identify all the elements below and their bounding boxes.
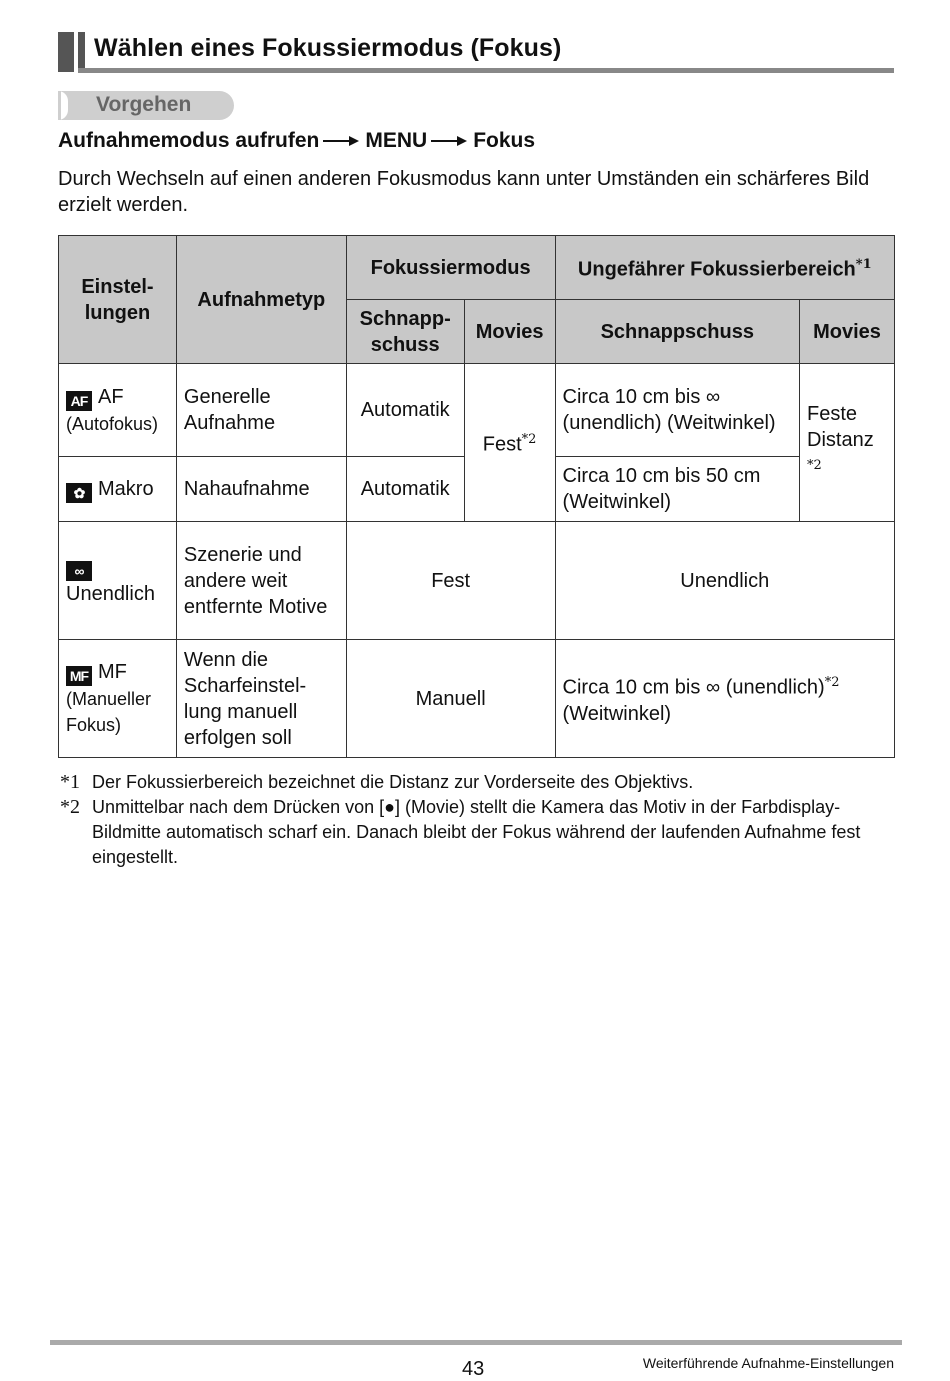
footer-line <box>50 1340 902 1345</box>
type-cell: Wenn die Scharfeinstel-lung manuell erfolgen soll <box>176 640 346 758</box>
macro-flower-icon: ✿ <box>66 483 92 503</box>
mode-cell: Fest <box>346 522 555 640</box>
procedure-label: Vorgehen <box>96 93 192 116</box>
range-cell: Circa 10 cm bis ∞ (unendlich) (Weitwinkel) <box>555 364 799 457</box>
title-marker-thin <box>78 32 85 72</box>
menu-path <box>58 129 535 153</box>
mode-cell: Automatik <box>346 364 464 457</box>
infinity-icon: ∞ <box>66 561 92 581</box>
table-row <box>59 522 895 640</box>
af-icon: AF <box>66 391 92 411</box>
section-name: Weiterführende Aufnahme-Einstellungen <box>642 1355 894 1371</box>
mode-cell: Automatik <box>346 457 464 522</box>
table-row <box>59 364 895 457</box>
setting-cell: ✿ Makro <box>59 457 177 522</box>
header-movies: Movies <box>464 300 555 364</box>
setting-cell: MF MF (Manueller Fokus) <box>59 640 177 758</box>
header-range: Ungefährer Fokussierbereich$^{*1}$ <box>555 236 894 300</box>
footnotes <box>60 770 890 870</box>
page-number: 43 <box>462 1358 485 1380</box>
header-type: Aufnahmetyp <box>176 236 346 364</box>
movie-mode-cell: Fest$^{*2}$ <box>464 364 555 522</box>
menu-step-3: Fokus <box>473 129 536 152</box>
arrow-right-icon <box>323 135 359 147</box>
type-cell: Generelle Aufnahme <box>176 364 346 457</box>
header-settings: Einstel-lungen <box>59 236 177 364</box>
menu-step-2: MENU <box>365 129 428 152</box>
setting-cell: AF AF (Autofokus) <box>59 364 177 457</box>
mf-icon: MF <box>66 666 92 686</box>
movie-range-cell: Feste Distanz $^{*2}$ <box>800 364 895 522</box>
title-bar <box>58 32 894 70</box>
page-title: Wählen eines Fokussiermodus (Fokus) <box>94 34 562 62</box>
intro-text: Durch Wechseln auf einen anderen Fokusmodus kann unter Umständen ein schärferes Bild erzielt werden. <box>58 168 870 216</box>
header-snapshot: Schnapp-schuss <box>346 300 464 364</box>
arrow-right-icon <box>431 135 467 147</box>
setting-cell: ∞ Unendlich <box>59 522 177 640</box>
title-underline <box>78 68 894 73</box>
menu-step-1: Aufnahmemodus aufrufen <box>58 129 320 152</box>
table-row <box>59 640 895 758</box>
header-focus-mode: Fokussiermodus <box>346 236 555 300</box>
type-cell: Nahaufnahme <box>176 457 346 522</box>
focus-mode-table <box>58 235 895 758</box>
header-snapshot-range: Schnappschuss <box>555 300 799 364</box>
footnote: *1 Der Fokussierbereich bezeichnet die Distanz zur Vorderseite des Objektivs. <box>60 771 694 793</box>
range-cell: Unendlich <box>555 522 894 640</box>
title-marker <box>58 32 74 72</box>
procedure-badge <box>58 91 234 120</box>
badge-edge <box>58 91 61 120</box>
footnote: *2 Unmittelbar nach dem Drücken von [●] (Movie) stellt die Kamera das Motiv in der Farbdisplay-Bildmitte automatisch scharf ein. Danach bleibt der Fokus während der laufenden Aufnahme fest eingestellt. <box>60 796 861 867</box>
range-cell: Circa 10 cm bis 50 cm (Weitwinkel) <box>555 457 799 522</box>
mode-cell: Manuell <box>346 640 555 758</box>
range-cell: Circa 10 cm bis ∞ (unendlich)$^{*2}$ (Weitwinkel) <box>555 640 894 758</box>
type-cell: Szenerie und andere weit entfernte Motive <box>176 522 346 640</box>
header-movies-range: Movies <box>800 300 895 364</box>
